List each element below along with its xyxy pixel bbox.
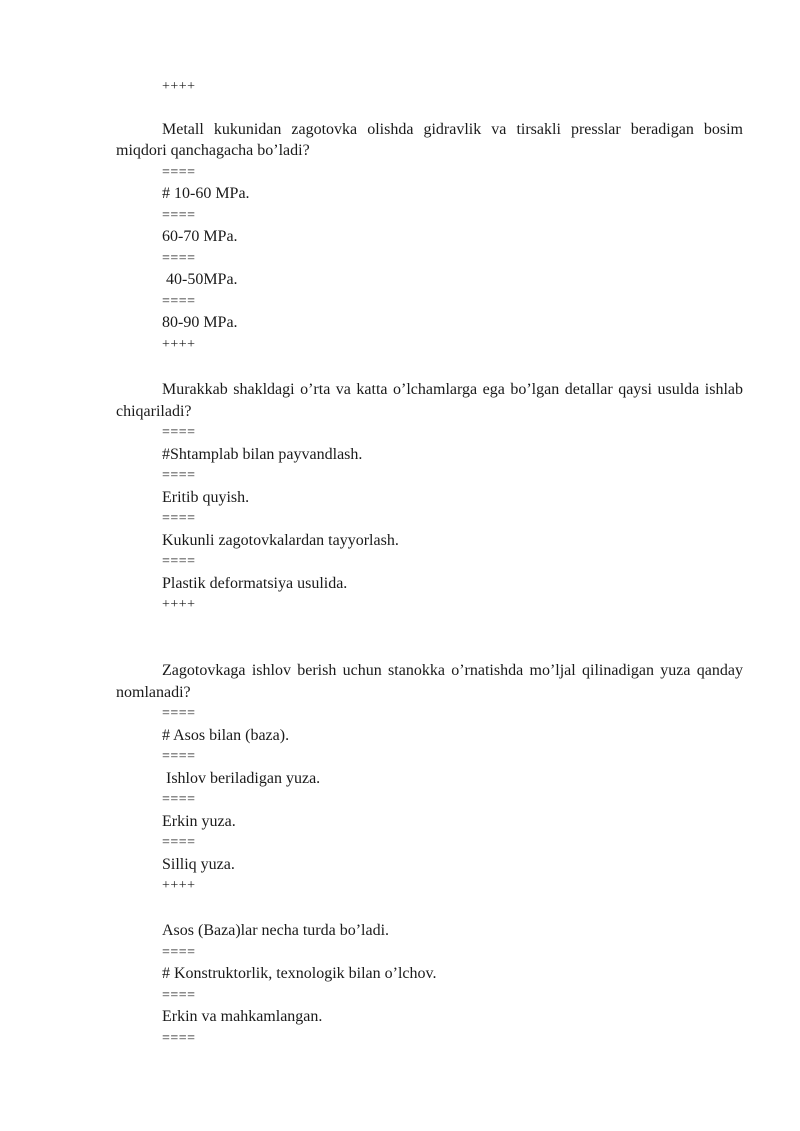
answer-separator: ====: [162, 944, 196, 960]
answer-separator: ====: [162, 706, 196, 721]
answer-separator: ====: [162, 1030, 196, 1046]
answer-option: Erkin yuza.: [162, 812, 236, 830]
answer-option: 60-70 MPa.: [162, 228, 238, 245]
answer-separator: ====: [162, 835, 196, 850]
question-block-2: [116, 379, 743, 616]
block-separator: ++++: [162, 597, 196, 612]
question-block-1: [116, 76, 743, 355]
answer-option: Kukunli zagotovkalardan tayyorlash.: [162, 531, 399, 549]
answer-separator: ====: [162, 511, 196, 526]
answer-separator: ====: [162, 250, 196, 266]
answer-separator: ====: [162, 425, 196, 440]
answer-separator: ====: [162, 164, 196, 180]
answer-separator: ====: [162, 792, 196, 807]
block-separator: ++++: [162, 79, 196, 94]
block-separator: ++++: [162, 336, 196, 352]
answer-separator: ====: [162, 468, 196, 483]
answer-option: # Konstruktorlik, texnologik bilan o’lchov.: [162, 965, 437, 982]
answer-option: 40-50MPa.: [162, 271, 238, 288]
answer-separator: ====: [162, 749, 196, 764]
question-block-4: [116, 920, 743, 1049]
answer-separator: ====: [162, 987, 196, 1003]
block-separator: ++++: [162, 878, 196, 893]
answer-option: Erkin va mahkamlangan.: [162, 1008, 323, 1025]
question-text: Metall kukunidan zagotovka olishda gidravlik va tirsakli presslar beradigan bosim miqdori qanchagacha bo’ladi?: [116, 120, 743, 159]
question-block-3: [116, 660, 743, 897]
answer-option: # 10-60 MPa.: [162, 185, 250, 202]
answer-option: # Asos bilan (baza).: [162, 726, 290, 744]
answer-separator: ====: [162, 554, 196, 569]
question-text: Zagotovkaga ishlov berish uchun stanokka o’rnatishda mo’ljal qilinadigan yuza qanday nomlanadi?: [116, 662, 743, 701]
question-text: Asos (Baza)lar necha turda bo’ladi.: [162, 922, 390, 939]
answer-separator: ====: [162, 293, 196, 309]
answer-option: 80-90 MPa.: [162, 314, 238, 331]
answer-option: Plastik deformatsiya usulida.: [162, 574, 348, 592]
answer-separator: ====: [162, 207, 196, 223]
answer-option: Silliq yuza.: [162, 855, 235, 873]
answer-option: Eritib quyish.: [162, 488, 250, 506]
answer-option: Ishlov beriladigan yuza.: [162, 769, 321, 787]
question-text: Murakkab shakldagi o’rta va katta o’lchamlarga ega bo’lgan detallar qaysi usulda ishlab chiqariladi?: [116, 381, 743, 420]
answer-option: #Shtamplab bilan payvandlash.: [162, 445, 363, 463]
